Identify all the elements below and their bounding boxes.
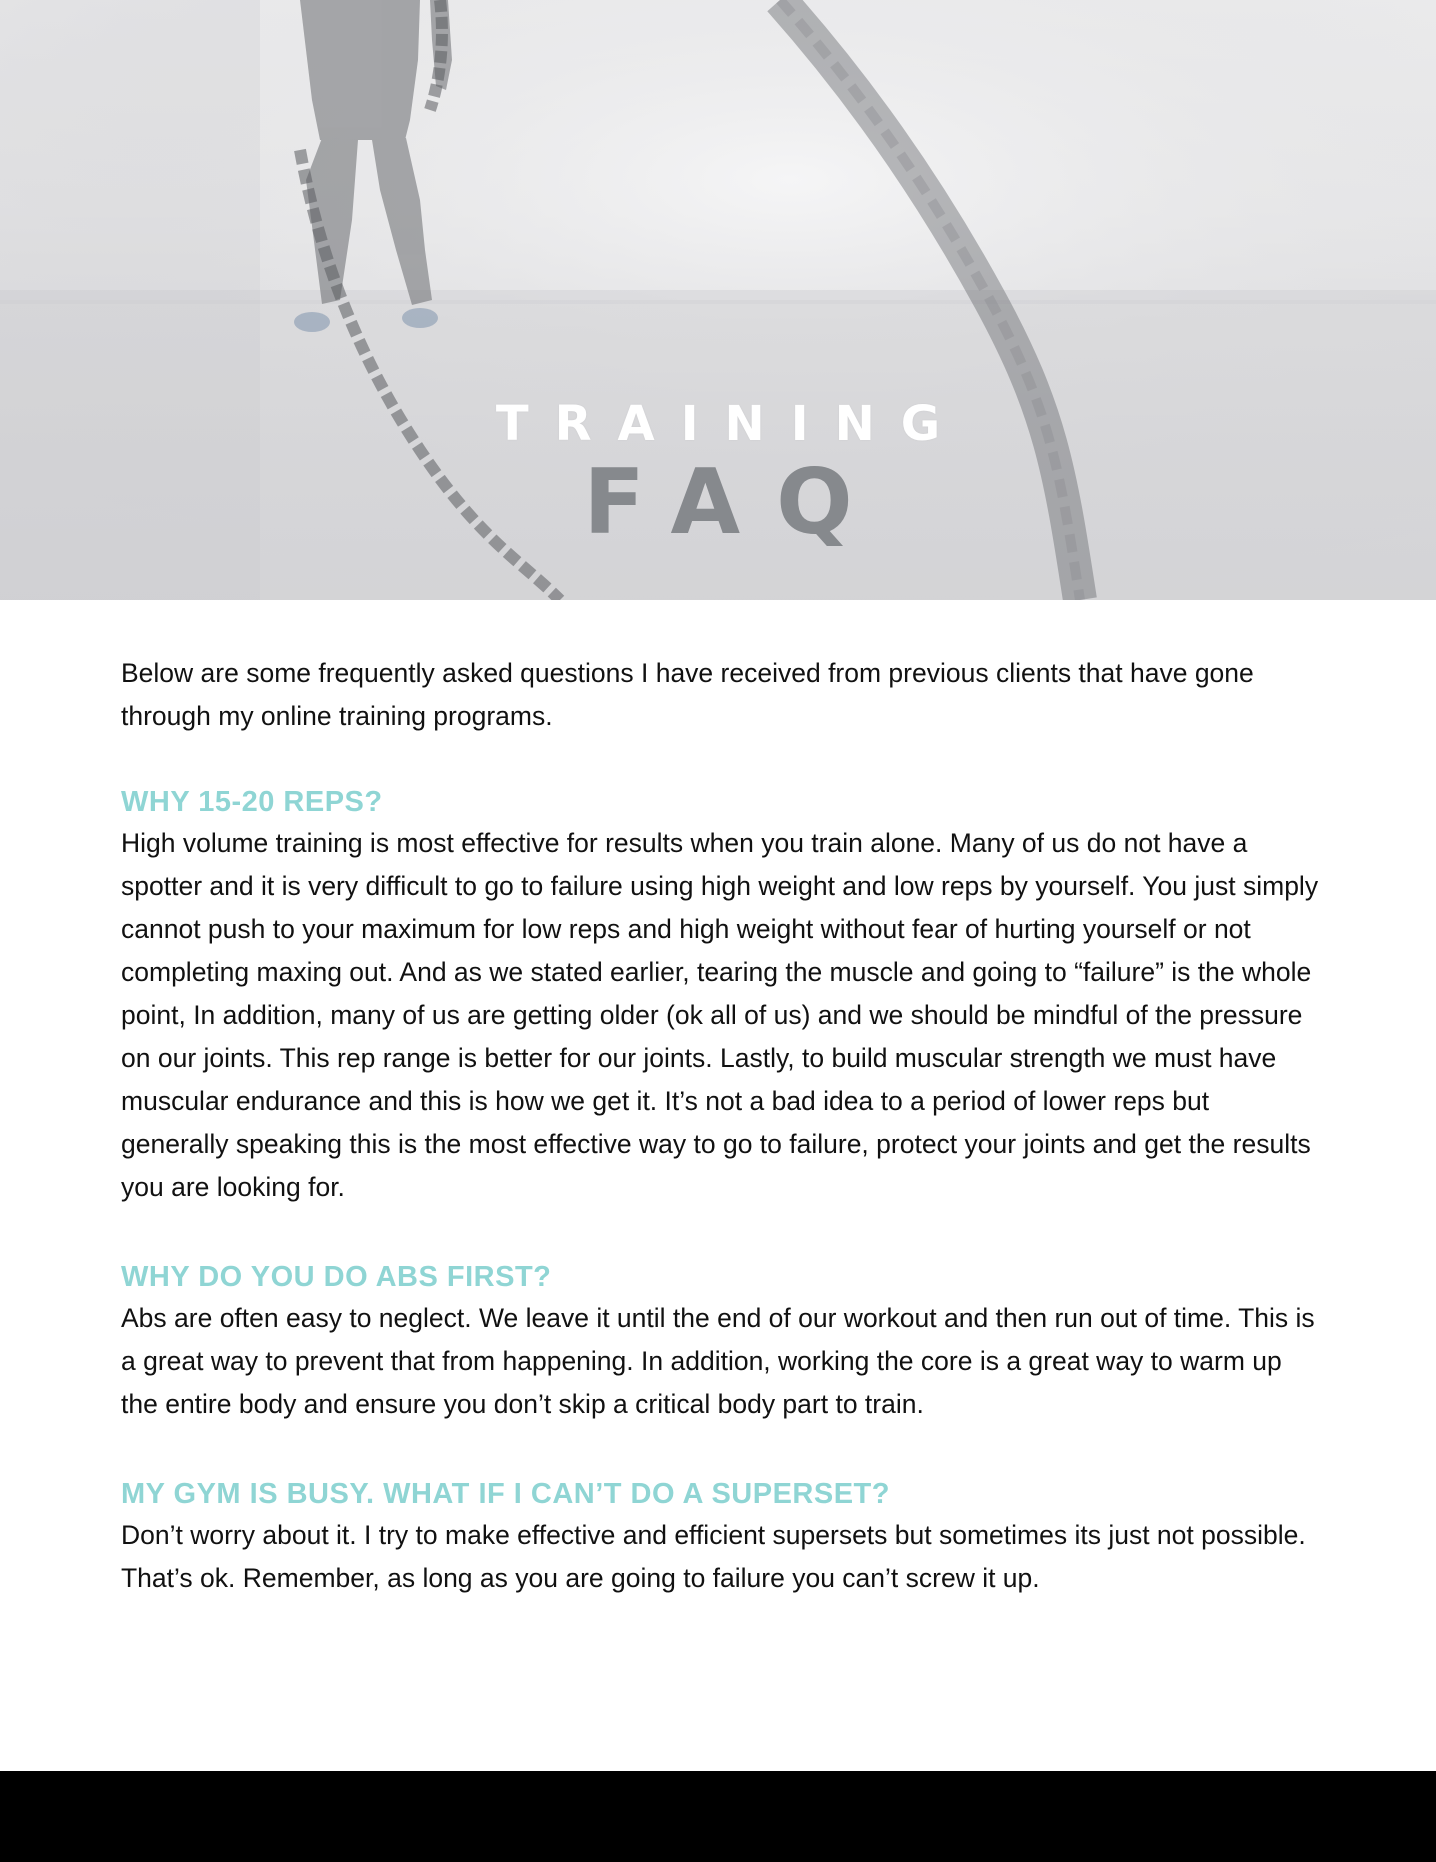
hero-title-faq: FAQ [583,450,889,555]
faq-question: MY GYM IS BUSY. WHAT IF I CAN’T DO A SUPERSET? [121,1478,890,1510]
intro-paragraph: Below are some frequently asked questions I have received from previous clients that have gone through my online training programs. [121,658,1254,731]
footer-bar [0,1771,1436,1862]
faq-question: WHY 15-20 REPS? [121,786,383,818]
faq-item-abs-first [121,1257,1321,1426]
faq-question: WHY DO YOU DO ABS FIRST? [121,1261,552,1293]
faq-answer: Abs are often easy to neglect. We leave it until the end of our workout and then run out of time. This is a great way to prevent that from happening. In addition, working the core is a great way to warm up the entire body and ensure you don’t skip a critical body part to train. [121,1303,1315,1419]
hero-title-training: TRAINING [495,396,967,452]
faq-item-reps [121,782,1321,1209]
faq-answer: High volume training is most effective for results when you train alone. Many of us do not have a spotter and it is very difficult to go to failure using high weight and low reps by yourself. You just simply cannot push to your maximum for low reps and high weight without fear of hurting yourself or not completing maxing out. And as we stated earlier, tearing the muscle and going to “failure” is the whole point, In addition, many of us are getting older (ok all of us) and we should be mindful of the pressure on our joints. This rep range is better for our joints. Lastly, to build muscular strength we must have muscular endurance and this is how we get it. It’s not a bad idea to a period of lower reps but generally speaking this is the most effective way to go to failure, protect your joints and get the results you are looking for. [121,828,1319,1202]
faq-answer: Don’t worry about it. I try to make effective and efficient supersets but sometimes its just not possible. That’s ok. Remember, as long as you are going to failure you can’t screw it up. [121,1520,1306,1593]
faq-content [121,652,1321,1600]
hero-banner [0,0,1436,600]
faq-item-superset [121,1474,1321,1600]
